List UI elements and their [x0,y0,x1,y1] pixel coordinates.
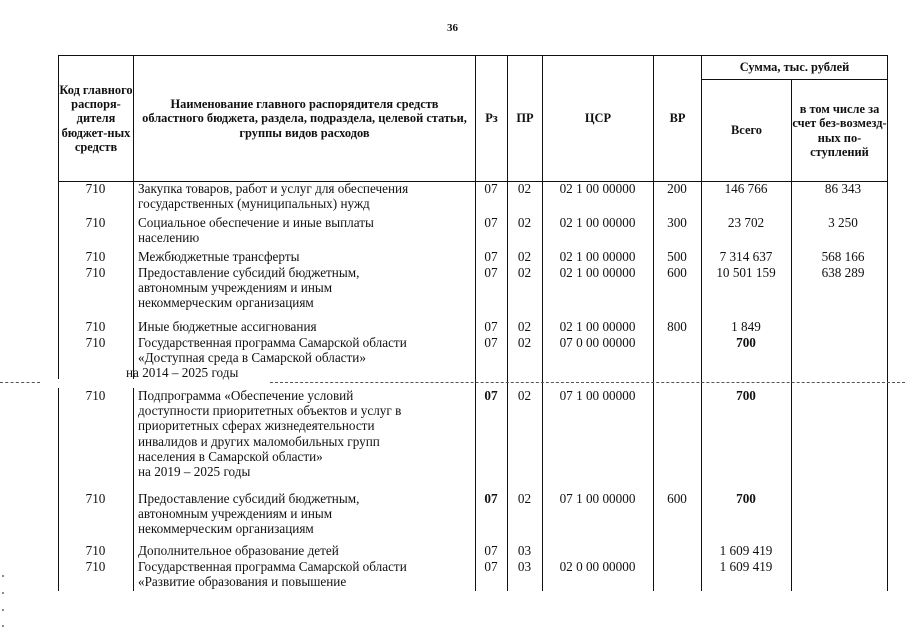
cell-name [138,543,468,558]
cell-total: 1 609 419 [719,543,773,558]
name-line: Межбюджетные трансферты [138,249,300,264]
cell-code: 710 [85,491,106,506]
gridline [133,388,134,591]
cell-rz: 07 [484,491,498,506]
cell-rz: 07 [484,249,498,264]
header-rz: Рз [476,56,508,182]
gridline [791,181,792,591]
cell-name [126,335,468,381]
page-break-line [270,382,905,383]
name-line: Иные бюджетные ассигнования [138,319,317,334]
name-line: населения в Самарской области» [138,448,323,464]
name-line: Социальное обеспечение и иные выплаты [138,215,374,230]
cell-code: 710 [85,319,106,334]
cell-name [138,181,468,211]
name-line: Государственная программа Самарской области [138,559,407,574]
gridline [507,181,508,591]
name-line: Государственная программа Самарской области [138,335,407,350]
cell-code: 710 [85,543,106,558]
gridline [701,181,702,591]
cell-name [138,559,468,589]
scan-dot [2,625,4,627]
name-line: автономным учреждениям и иным [138,506,333,522]
cell-vr: 500 [667,249,687,264]
cell-code: 710 [85,181,106,196]
cell-vr: 800 [667,319,687,334]
header-vr: ВР [654,56,702,182]
cell-free: 86 343 [824,181,862,196]
cell-total: 23 702 [727,215,765,230]
header-csr: ЦСР [543,56,654,182]
gridline [653,181,654,591]
header-free: в том числе за счет без-возмезд-ных по-ступлений [792,80,888,182]
cell-pr: 03 [517,559,532,574]
cell-name [138,388,468,479]
header-code: Код главного распоря-дителя бюджет-ных средств [59,56,134,182]
cell-pr: 02 [517,335,532,350]
cell-csr: 07 0 00 00000 [559,335,636,350]
scan-dot [2,575,4,577]
cell-pr: 02 [517,249,532,264]
header-sum-group: Сумма, тыс. рублей [702,56,888,80]
gridline [887,181,888,591]
cell-total: 1 609 419 [719,559,773,574]
name-line: на 2019 – 2025 годы [138,464,251,480]
cell-rz: 07 [484,559,498,574]
name-line: инвалидов и других маломобильных групп [138,433,380,449]
cell-code: 710 [85,388,106,403]
gridline [475,181,476,591]
cell-free: 638 289 [821,265,865,280]
name-line: «Развитие образования и повышение [138,574,347,590]
cell-vr: 200 [667,181,687,196]
name-line: Закупка товаров, работ и услуг для обеспечения [138,181,409,196]
header-pr: ПР [508,56,543,182]
cell-name [138,265,468,311]
page-number: 36 [447,22,458,34]
cell-total: 700 [736,388,756,403]
cell-pr: 02 [517,388,532,403]
cell-code: 710 [85,265,106,280]
cell-csr: 07 1 00 00000 [559,388,636,403]
cell-vr: 600 [667,265,687,280]
header-total: Всего [702,80,792,182]
cell-rz: 07 [484,215,498,230]
cell-csr: 02 1 00 00000 [559,319,636,334]
cell-pr: 02 [517,265,532,280]
cell-total: 10 501 159 [716,265,776,280]
cell-code: 710 [85,559,106,574]
name-line: доступности приоритетных объектов и услуг в [138,403,402,419]
cell-csr: 02 1 00 00000 [559,181,636,196]
cell-vr: 600 [667,491,687,506]
cell-rz: 07 [484,319,498,334]
page-break-line [0,382,40,383]
cell-csr: 02 0 00 00000 [559,559,636,574]
cell-total: 700 [736,491,756,506]
cell-name [138,319,468,334]
cell-csr: 02 1 00 00000 [559,265,636,280]
gridline [133,181,134,379]
cell-code: 710 [85,335,106,350]
cell-pr: 02 [517,491,532,506]
cell-total: 7 314 637 [719,249,773,264]
cell-code: 710 [85,215,106,230]
cell-name [138,215,468,245]
name-line: приоритетных сферах жизнедеятельности [138,418,375,434]
cell-rz: 07 [484,335,498,350]
name-line: Подпрограмма «Обеспечение условий [138,388,354,403]
cell-pr: 02 [517,181,532,196]
gridline [542,181,543,591]
cell-name [138,249,468,264]
cell-pr: 02 [517,215,532,230]
name-line: Дополнительное образование детей [138,543,339,558]
name-line: государственных (муниципальных) нужд [138,196,370,212]
cell-total: 146 766 [724,181,768,196]
cell-csr: 07 1 00 00000 [559,491,636,506]
name-line: Предоставление субсидий бюджетным, [138,265,360,280]
cell-free: 568 166 [821,249,865,264]
name-line: населению [138,230,200,246]
cell-rz: 07 [484,388,498,403]
cell-rz: 07 [484,181,498,196]
cell-vr: 300 [667,215,687,230]
cell-free: 3 250 [828,215,858,230]
cell-csr: 02 1 00 00000 [559,249,636,264]
scan-dot [2,592,4,594]
cell-pr: 02 [517,319,532,334]
cell-total: 1 849 [731,319,761,334]
budget-table-header [58,55,888,182]
cell-code: 710 [85,249,106,264]
name-line: некоммерческим организациям [138,295,314,311]
header-name: Наименование главного распорядителя средств областного бюджета, раздела, подраздела, целевой статьи, группы видов расходов [134,56,476,182]
cell-rz: 07 [484,543,498,558]
name-line: автономным учреждениям и иным [138,280,333,296]
name-line: некоммерческим организациям [138,521,314,537]
name-line: на 2014 – 2025 годы [126,365,239,381]
name-line: Предоставление субсидий бюджетным, [138,491,360,506]
cell-rz: 07 [484,265,498,280]
scan-dot [2,609,4,611]
cell-pr: 03 [517,543,532,558]
cell-csr: 02 1 00 00000 [559,215,636,230]
cell-total: 700 [736,335,756,350]
name-line: «Доступная среда в Самарской области» [138,350,366,366]
cell-name [138,491,468,537]
